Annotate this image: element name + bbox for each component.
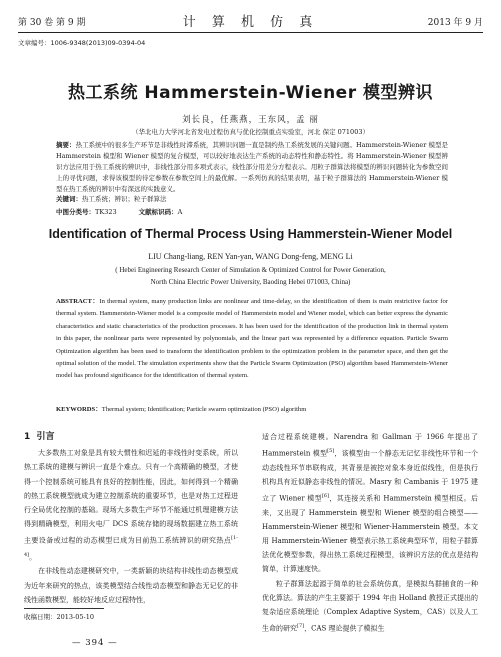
paragraph-text: 大多数热工对象是具有较大惯性和迟延的非线性时变系统，所以热工系统的建模与辨识一直是个难点。只有一个高精确的模型，才使得一个控制系统可能具有良好的控制性能，因此，如何得到一个精确的热工系统模型就成为建立控制系统的重要环节，也是对热工过程进行全局优化控制的基础。现场大多数生产环节不能通过机理建模方法得到精确模型，利用火电厂 DCS 系统存储的现场数据建立热工系统主要设备或过程的动态模型已成为目前热工系统辨识的研究热点	[24, 449, 238, 545]
keywords-cn-label: 关键词：	[56, 195, 82, 203]
paragraph-text: 在非线性动态建模研究中，一类新颖的块结构非线性动态模型成为近年来研究的热点，该类模型结合线性动态模型和静态无记忆的非线性函数模型，能较好地反应过程特性，	[24, 567, 238, 604]
doc-code-label: 文献标识码：	[138, 208, 178, 216]
section-heading	[24, 430, 238, 444]
paragraph-text: 。	[29, 553, 37, 562]
affiliation-en-line-2: North China Electric Power University, Baoding Hebei 071003, China)	[150, 278, 351, 286]
paragraph-text: 粒子群算法起源于简单的社会系统仿真，是模拟鸟群捕食的一种优化算法。算法的产生主要源于 1994 年由 Holland 教授正式提出的复杂适应系统理论（Complex Adaptive System，CAS）以及人工生命的研究	[262, 579, 478, 633]
abstract-en-label: ABSTRACT：	[56, 298, 100, 305]
clc-value: TK323	[95, 208, 117, 216]
paper-title-en: Identification of Thermal Process Using Hammerstein-Wiener Model	[48, 227, 453, 241]
authors-en: LIU Chang-liang, REN Yan-yan, WANG Dong-feng, MENG Li	[148, 252, 353, 261]
body-column-left	[24, 430, 238, 607]
body-column-right	[262, 430, 478, 636]
journal-date: 2013 年 9 月	[427, 18, 483, 28]
abstract-cn-text: 热工系统中的很多生产环节是非线性时滞系统，其辨识问题一直是制约热工系统发展的关键问题。Hammerstein-Wiener 模型是 Hammerstein 模型和 Wiener 模型的复合模型，可以较好地表达生产系统的动态特性和静态特性。将 Hammerstein-Wiener 模型辨识方法应用于热工系统的辨识中，非线性部分用多项式表示，线性部分用差分方程表示。用粒子群算法将模型的辨识问题转化为参数空间上的寻优问题，求得该模型的待定参数在参数空间上的最优解。一系列仿真的结果表明，基于粒子群算法的 Hammerstein-Wiener 模型在热工系统的辨识中有深远的实践意义。	[56, 141, 448, 193]
paragraph-text: 适合过程系统建模。Narendra 和 Gallman 于 1966 年提出了 Hammerstein 模型	[262, 433, 478, 458]
keywords-en-text: Thermal system; Identification; Particle swarm optimization (PSO) algorithm	[101, 406, 307, 413]
paper-title-cn: 热工系统 Hammerstein-Wiener 模型辨识	[68, 83, 433, 103]
paragraph-text: ，其连接关系和 Hammerstein 模型相反。后来，又出现了 Hammerstein 模型和 Wiener 模型的组合模型——Hammerstein-Wiener 模型和 Wiener-Hammerstein 模型。本文用 Hammerstein-Wiener 模型表示热工系统典型环节，用粒子群算法优化模型参数，得出热工系统过程模型，该辨识方法的优点是结构简单，计算速度快。	[262, 494, 478, 574]
abstract-en-text: In thermal system, many production links are nonlinear and time-delay, so the identification of them is main restrictive factor for thermal system. Hammerstein-Wiener model is a composite model of Hammerstein model and Wiener model, which can better express the dynamic characteristics and static characteristics of the production processes. It has been used for the identification of the production link in thermal system in this paper, the nonlinear parts were represented by polynomials, and the linear part was represented by a difference equation. Particle Swarm Optimization algorithm has been used to transform the identification problem to the optimization problem in the parameter space, and then get the optimal solution of the model. The simulation experiments show that the Particle Swarm Optimization (PSO) algorithm based Hammerstein-Wiener model has profound significance for the identification of thermal system.	[56, 298, 448, 380]
received-date: 收稿日期：2013-05-10	[24, 613, 94, 621]
authors-cn: 刘长良，任燕燕，王东风，孟 丽	[182, 115, 319, 125]
journal-volume: 第 30 卷 第 9 期	[18, 18, 86, 28]
section-title: 引言	[36, 432, 55, 442]
citation: [1-4]	[24, 535, 238, 558]
paragraph	[262, 430, 478, 577]
paragraph	[262, 577, 478, 636]
abstract-cn-label: 摘要：	[56, 141, 76, 149]
abstract-en	[56, 296, 448, 383]
citation: [5]	[327, 448, 335, 455]
affiliation-en-line-1: ( Hebei Engineering Research Center of Simulation & Optimized Control for Power Generation,	[115, 266, 386, 274]
paragraph	[24, 564, 238, 607]
keywords-cn-text: 热工系统；辨识；粒子群算法	[82, 195, 167, 203]
paragraph	[24, 446, 238, 564]
keywords-cn	[56, 194, 167, 203]
abstract-cn	[56, 140, 448, 195]
paragraph-text: ，CAS 理论提供了模拟生	[304, 624, 385, 633]
keywords-en-label: KEYWORDS：	[56, 406, 102, 413]
citation: [7]	[297, 623, 305, 630]
citation: [6]	[321, 493, 330, 500]
running-header	[18, 12, 483, 33]
doc-code-value: A	[177, 208, 183, 216]
clc-label: 中图分类号：	[56, 208, 95, 216]
page-number: — 394 —	[72, 638, 118, 648]
journal-name: 计 算 机 仿 真	[182, 15, 319, 30]
section-number: 1	[24, 432, 31, 442]
keywords-en	[56, 403, 306, 413]
affiliation-cn: （华北电力大学河北省发电过程仿真与优化控制重点实验室，河北 保定 071003）	[132, 128, 369, 136]
paragraph-text: ，该模型由一个静态无记忆非线性环节和一个动态线性环节串联构成，其背景是被控对象本身近似线性，但是执行机构具有近似静态非线性的情况。Masry 和 Cambanis 于 1975 建立了 Wiener 模型	[262, 449, 479, 503]
classification-cn	[56, 207, 182, 216]
footnote-rule	[24, 608, 104, 609]
article-number: 文章编号：1006-9348(2013)09-0394-04	[18, 39, 146, 47]
